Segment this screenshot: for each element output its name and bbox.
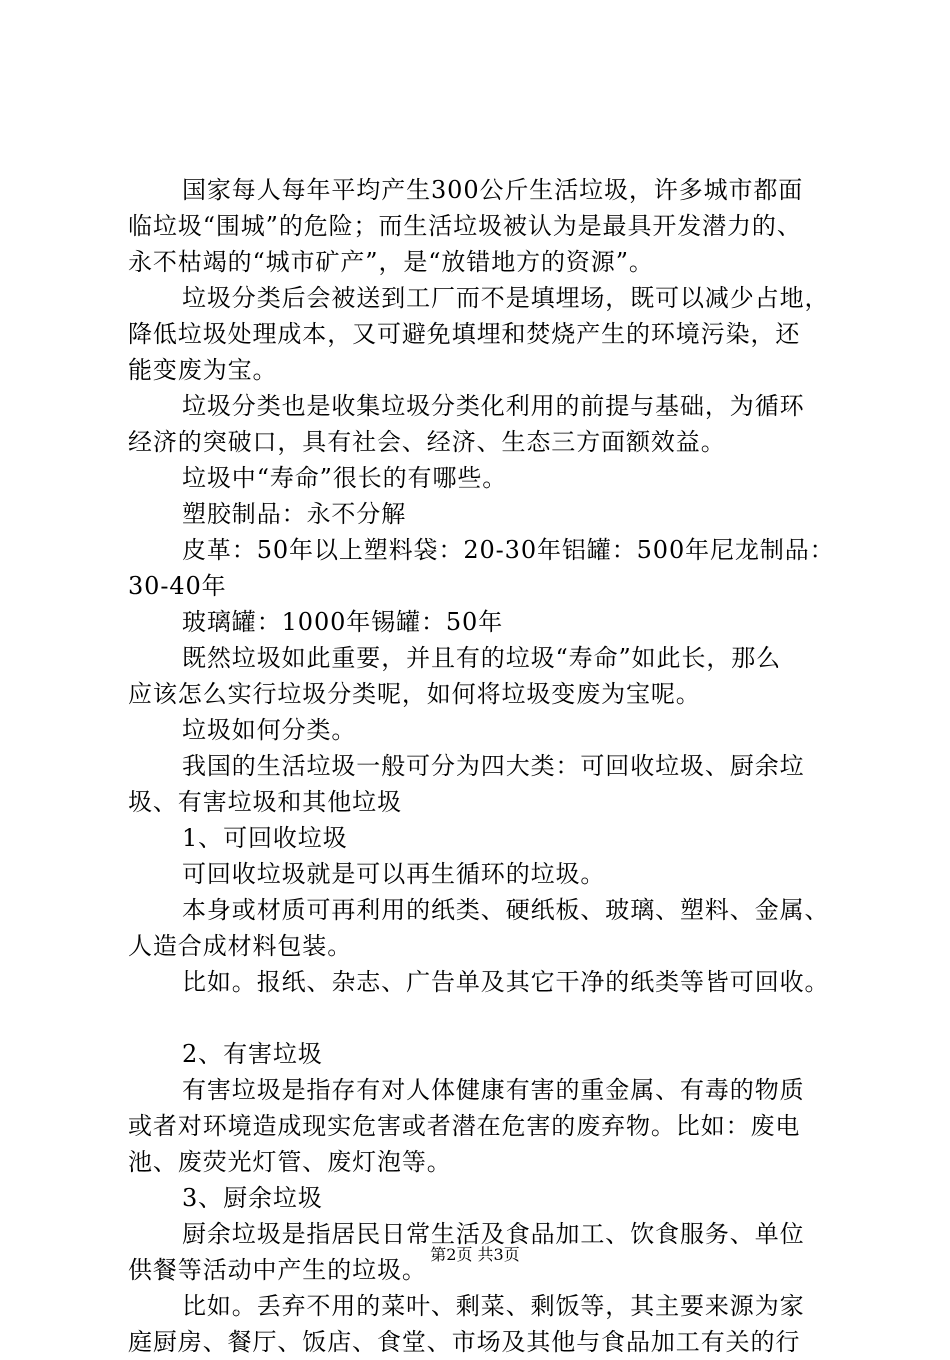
paragraph-line: 池、废荧光灯管、废灯泡等。 (128, 1148, 452, 1176)
section-heading: 3、厨余垃圾 (182, 1184, 323, 1212)
paragraph-line: 人造合成材料包装。 (128, 932, 353, 960)
paragraph-line: 垃圾中“寿命”很长的有哪些。 (182, 464, 508, 492)
paragraph-line: 既然垃圾如此重要，并且有的垃圾“寿命”如此长，那么 (182, 644, 782, 672)
paragraph-line: 玻璃罐：1000年锡罐：50年 (182, 608, 504, 636)
paragraph-line: 垃圾分类也是收集垃圾分类化利用的前提与基础，为循环 (182, 392, 805, 420)
paragraph-line: 降低垃圾处理成本，又可避免填埋和焚烧产生的环境污染，还 (128, 320, 801, 348)
paragraph-line: 或者对环境造成现实危害或者潜在危害的废弃物。比如：废电 (128, 1112, 801, 1140)
paragraph-line: 30-40年 (128, 572, 227, 600)
paragraph-line: 我国的生活垃圾一般可分为四大类：可回收垃圾、厨余垃 (182, 752, 805, 780)
document-body (128, 172, 838, 1360)
paragraph-line: 垃圾分类后会被送到工厂而不是填埋场，既可以减少占地， (182, 284, 830, 312)
paragraph-line: 皮革：50年以上塑料袋：20-30年铝罐：500年尼龙制品： (182, 536, 835, 564)
paragraph-line: 国家每人每年平均产生300公斤生活垃圾，许多城市都面 (182, 176, 804, 204)
section-heading: 1、可回收垃圾 (182, 824, 348, 852)
paragraph-line: 临垃圾“围城”的危险；而生活垃圾被认为是最具开发潜力的、 (128, 212, 802, 240)
paragraph-line: 塑胶制品：永不分解 (182, 500, 407, 528)
paragraph-line: 可回收垃圾就是可以再生循环的垃圾。 (182, 860, 606, 888)
paragraph-line: 有害垃圾是指存有对人体健康有害的重金属、有毒的物质 (182, 1076, 805, 1104)
paragraph-line: 应该怎么实行垃圾分类呢，如何将垃圾变废为宝呢。 (128, 680, 701, 708)
paragraph-line: 经济的突破口，具有社会、经济、生态三方面额效益。 (128, 428, 726, 456)
paragraph-line: 庭厨房、餐厅、饭店、食堂、市场及其他与食品加工有关的行 (128, 1328, 801, 1356)
section-heading: 2、有害垃圾 (182, 1040, 323, 1068)
paragraph-line: 比如。报纸、杂志、广告单及其它干净的纸类等皆可回收。 (182, 968, 830, 996)
page-number-footer: 第2页 共3页 (430, 1245, 520, 1264)
paragraph-line: 厨余垃圾是指居民日常生活及食品加工、饮食服务、单位 (182, 1220, 805, 1248)
paragraph-line: 垃圾如何分类。 (182, 716, 357, 744)
paragraph-line: 供餐等活动中产生的垃圾。 (128, 1256, 427, 1284)
paragraph-line: 比如。丢弃不用的菜叶、剩菜、剩饭等，其主要来源为家 (182, 1292, 805, 1320)
paragraph-line: 能变废为宝。 (128, 356, 278, 384)
paragraph-line: 圾、有害垃圾和其他垃圾 (128, 788, 402, 816)
paragraph-line: 永不枯竭的“城市矿产”，是“放错地方的资源”。 (128, 248, 654, 276)
paragraph-line: 本身或材质可再利用的纸类、硬纸板、玻璃、塑料、金属、 (182, 896, 830, 924)
